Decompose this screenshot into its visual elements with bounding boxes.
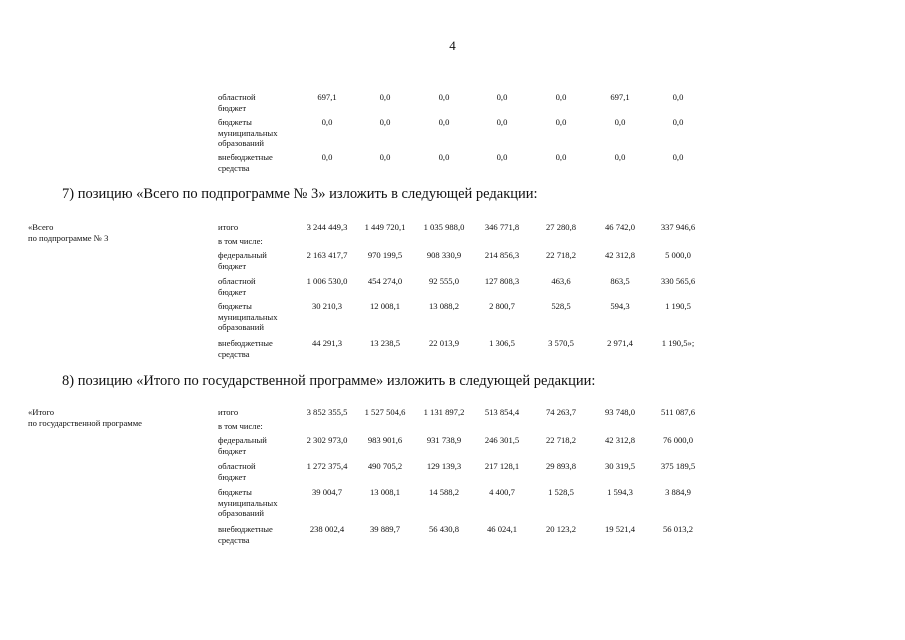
block-title: «Итого по государственной программе xyxy=(28,407,142,428)
row-label: областной бюджет xyxy=(218,276,256,297)
value-cell: 14 588,2 xyxy=(428,487,460,497)
value-cell: 0,0 xyxy=(672,117,684,127)
value-cell: 4 400,7 xyxy=(489,487,515,497)
row-label: внебюджетные средства xyxy=(218,338,273,359)
row-label: областной бюджет xyxy=(218,461,256,482)
value-cell: 42 312,8 xyxy=(604,250,636,260)
row-label: бюджеты муниципальных образований xyxy=(218,301,278,332)
value-cell: 13 088,2 xyxy=(428,301,460,311)
value-cell: 22 718,2 xyxy=(545,250,577,260)
value-cell: 1 528,5 xyxy=(548,487,574,497)
value-cell: 29 893,8 xyxy=(545,461,577,471)
value-cell: 1 272 375,4 xyxy=(306,461,348,471)
value-cell: 513 854,4 xyxy=(484,407,520,417)
value-cell: 1 131 897,2 xyxy=(423,407,465,417)
value-cell: 246 301,5 xyxy=(484,435,520,445)
value-cell: 330 565,6 xyxy=(660,276,696,286)
heading-section-8: 8) позицию «Итого по государственной программе» изложить в следующей редакции: xyxy=(62,373,596,389)
value-cell: 0,0 xyxy=(496,152,508,162)
value-cell: 1 449 720,1 xyxy=(364,222,406,232)
value-cell: 1 035 988,0 xyxy=(423,222,465,232)
value-cell: 39 004,7 xyxy=(311,487,343,497)
value-cell: 375 189,5 xyxy=(660,461,696,471)
heading-section-7: 7) позицию «Всего по подпрограмме № 3» изложить в следующей редакции: xyxy=(62,186,538,202)
value-cell: 46 742,0 xyxy=(604,222,636,232)
row-label: бюджеты муниципальных образований xyxy=(218,487,278,518)
value-cell: 0,0 xyxy=(614,152,626,162)
value-cell: 30 319,5 xyxy=(604,461,636,471)
value-cell: 1 306,5 xyxy=(489,338,515,348)
row-label: внебюджетные средства xyxy=(218,524,273,545)
value-cell: 337 946,6 xyxy=(660,222,696,232)
value-cell: 0,0 xyxy=(614,117,626,127)
value-cell: 0,0 xyxy=(672,152,684,162)
value-cell: 0,0 xyxy=(555,117,567,127)
value-cell: 528,5 xyxy=(551,301,571,311)
value-cell: 0,0 xyxy=(379,152,391,162)
row-label: бюджеты муниципальных образований xyxy=(218,117,278,148)
value-cell: 93 748,0 xyxy=(604,407,636,417)
row-label: в том числе: xyxy=(218,236,263,246)
value-cell: 970 199,5 xyxy=(367,250,403,260)
value-cell: 39 889,7 xyxy=(369,524,401,534)
value-cell: 238 002,4 xyxy=(309,524,345,534)
row-label: итого xyxy=(218,407,239,417)
row-label: в том числе: xyxy=(218,421,263,431)
value-cell: 0,0 xyxy=(555,92,567,102)
value-cell: 127 808,3 xyxy=(484,276,520,286)
value-cell: 0,0 xyxy=(321,152,333,162)
row-label: федеральный бюджет xyxy=(218,250,267,271)
value-cell: 697,1 xyxy=(610,92,630,102)
value-cell: 983 901,6 xyxy=(367,435,403,445)
row-label: внебюджетные средства xyxy=(218,152,273,173)
value-cell: 454 274,0 xyxy=(367,276,403,286)
value-cell: 490 705,2 xyxy=(367,461,403,471)
value-cell: 27 280,8 xyxy=(545,222,577,232)
page-number: 4 xyxy=(449,38,456,53)
value-cell: 44 291,3 xyxy=(311,338,343,348)
value-cell: 863,5 xyxy=(610,276,630,286)
value-cell: 12 008,1 xyxy=(369,301,401,311)
value-cell: 931 738,9 xyxy=(426,435,462,445)
value-cell: 1 190,5 xyxy=(665,301,691,311)
value-cell: 0,0 xyxy=(496,92,508,102)
value-cell: 5 000,0 xyxy=(665,250,691,260)
value-cell: 0,0 xyxy=(379,92,391,102)
value-cell: 46 024,1 xyxy=(486,524,518,534)
value-cell: 3 884,9 xyxy=(665,487,691,497)
value-cell: 56 430,8 xyxy=(428,524,460,534)
value-cell: 3 570,5 xyxy=(548,338,574,348)
value-cell: 42 312,8 xyxy=(604,435,636,445)
value-cell: 2 163 417,7 xyxy=(306,250,348,260)
value-cell: 30 210,3 xyxy=(311,301,343,311)
value-cell: 1 594,3 xyxy=(607,487,633,497)
value-cell: 0,0 xyxy=(438,92,450,102)
value-cell: 22 013,9 xyxy=(428,338,460,348)
value-cell: 511 087,6 xyxy=(660,407,696,417)
value-cell: 0,0 xyxy=(672,92,684,102)
value-cell: 1 006 530,0 xyxy=(306,276,348,286)
value-cell: 13 008,1 xyxy=(369,487,401,497)
value-cell: 463,6 xyxy=(551,276,571,286)
value-cell: 0,0 xyxy=(321,117,333,127)
row-label: итого xyxy=(218,222,239,232)
value-cell: 92 555,0 xyxy=(428,276,460,286)
value-cell: 1 527 504,6 xyxy=(364,407,406,417)
value-cell: 13 238,5 xyxy=(369,338,401,348)
value-cell: 214 856,3 xyxy=(484,250,520,260)
value-cell: 0,0 xyxy=(379,117,391,127)
value-cell: 74 263,7 xyxy=(545,407,577,417)
value-cell: 0,0 xyxy=(438,117,450,127)
block-title: «Всего по подпрограмме № 3 xyxy=(28,222,109,243)
value-cell: 0,0 xyxy=(438,152,450,162)
value-cell: 19 521,4 xyxy=(604,524,636,534)
value-cell: 594,3 xyxy=(610,301,630,311)
value-cell: 2 971,4 xyxy=(607,338,633,348)
value-cell: 346 771,8 xyxy=(484,222,520,232)
value-cell: 3 244 449,3 xyxy=(306,222,348,232)
value-cell: 0,0 xyxy=(555,152,567,162)
value-cell: 2 302 973,0 xyxy=(306,435,348,445)
value-cell: 56 013,2 xyxy=(662,524,694,534)
value-cell: 2 800,7 xyxy=(489,301,515,311)
row-label: областной бюджет xyxy=(218,92,256,113)
value-cell: 217 128,1 xyxy=(484,461,520,471)
value-cell: 3 852 355,5 xyxy=(306,407,348,417)
row-label: федеральный бюджет xyxy=(218,435,267,456)
value-cell: 22 718,2 xyxy=(545,435,577,445)
value-cell: 908 330,9 xyxy=(426,250,462,260)
value-cell: 697,1 xyxy=(317,92,337,102)
value-cell: 20 123,2 xyxy=(545,524,577,534)
value-cell: 1 190,5»; xyxy=(661,338,695,348)
value-cell: 0,0 xyxy=(496,117,508,127)
value-cell: 76 000,0 xyxy=(662,435,694,445)
value-cell: 129 139,3 xyxy=(426,461,462,471)
